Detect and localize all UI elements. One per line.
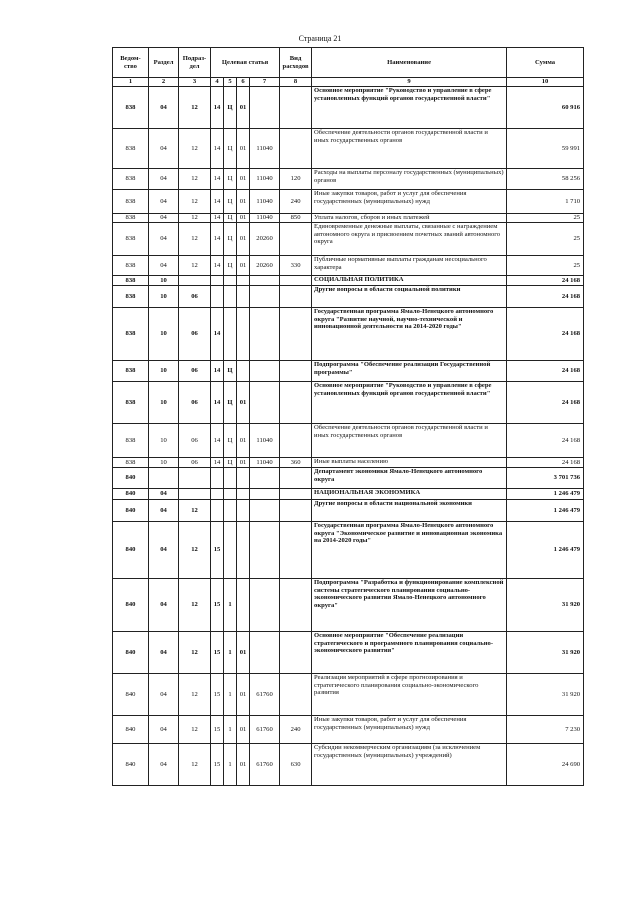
cell-summa: 31 920 [507, 579, 584, 632]
cell-program: 14 [211, 129, 224, 169]
cell-podrazdel: 12 [179, 169, 211, 190]
cell-naimenovanie: Расходы на выплаты персоналу государственных (муниципальных) органов [312, 169, 507, 190]
cell-activity [237, 500, 250, 522]
cell-activity: 01 [237, 129, 250, 169]
cell-vedomstvo: 838 [113, 286, 149, 308]
cell-activity [237, 522, 250, 579]
cell-podrazdel: 12 [179, 87, 211, 129]
cell-razdel: 10 [149, 458, 179, 468]
cell-activity: 01 [237, 214, 250, 223]
cell-direction: 11040 [250, 424, 280, 458]
cell-summa: 31 920 [507, 632, 584, 674]
cell-program: 14 [211, 190, 224, 214]
cell-vid-rashodov [280, 129, 312, 169]
cell-direction [250, 522, 280, 579]
cell-activity [237, 308, 250, 361]
table-row [113, 579, 584, 632]
cell-vid-rashodov: 630 [280, 744, 312, 786]
cell-vid-rashodov [280, 223, 312, 256]
table-row [113, 308, 584, 361]
column-number: 3 [179, 78, 211, 87]
cell-program: 14 [211, 256, 224, 276]
cell-activity: 01 [237, 674, 250, 716]
cell-vedomstvo: 840 [113, 632, 149, 674]
cell-activity: 01 [237, 169, 250, 190]
cell-vid-rashodov: 240 [280, 716, 312, 744]
cell-naimenovanie: Подпрограмма "Обеспечение реализации Государственной программы" [312, 361, 507, 382]
cell-vedomstvo: 838 [113, 276, 149, 286]
cell-program [211, 468, 224, 489]
cell-summa: 31 920 [507, 674, 584, 716]
cell-razdel: 10 [149, 382, 179, 424]
cell-vid-rashodov [280, 382, 312, 424]
cell-vid-rashodov [280, 632, 312, 674]
cell-podrazdel: 12 [179, 190, 211, 214]
cell-subprogram [224, 522, 237, 579]
cell-vedomstvo: 840 [113, 500, 149, 522]
cell-activity: 01 [237, 744, 250, 786]
table-row [113, 190, 584, 214]
cell-summa: 60 916 [507, 87, 584, 129]
cell-summa: 24 168 [507, 286, 584, 308]
cell-vedomstvo: 838 [113, 308, 149, 361]
column-number: 10 [507, 78, 584, 87]
cell-naimenovanie: Иные выплаты населению [312, 458, 507, 468]
cell-razdel: 04 [149, 522, 179, 579]
cell-direction [250, 579, 280, 632]
cell-program: 14 [211, 169, 224, 190]
cell-razdel: 04 [149, 87, 179, 129]
cell-summa: 25 [507, 223, 584, 256]
table-row [113, 129, 584, 169]
cell-subprogram: Ц [224, 214, 237, 223]
cell-direction: 11040 [250, 458, 280, 468]
cell-razdel: 04 [149, 223, 179, 256]
cell-direction: 11040 [250, 214, 280, 223]
cell-podrazdel: 12 [179, 579, 211, 632]
cell-summa: 24 168 [507, 361, 584, 382]
cell-razdel: 04 [149, 632, 179, 674]
cell-podrazdel: 06 [179, 458, 211, 468]
cell-vedomstvo: 840 [113, 674, 149, 716]
budget-table [112, 47, 584, 786]
cell-podrazdel: 06 [179, 361, 211, 382]
column-number: 8 [280, 78, 312, 87]
cell-summa: 24 168 [507, 424, 584, 458]
cell-vedomstvo: 838 [113, 87, 149, 129]
cell-subprogram: 1 [224, 744, 237, 786]
cell-subprogram: Ц [224, 256, 237, 276]
cell-direction: 20260 [250, 256, 280, 276]
cell-naimenovanie: Публичные нормативные выплаты гражданам несоциального характера [312, 256, 507, 276]
cell-summa: 24 168 [507, 458, 584, 468]
cell-razdel: 04 [149, 190, 179, 214]
cell-program [211, 276, 224, 286]
cell-naimenovanie: Основное мероприятие "Руководство и управление в сфере установленных функций органов государственной власти" [312, 87, 507, 129]
cell-summa: 25 [507, 214, 584, 223]
cell-razdel: 04 [149, 129, 179, 169]
cell-vid-rashodov: 330 [280, 256, 312, 276]
cell-razdel: 10 [149, 276, 179, 286]
cell-activity [237, 579, 250, 632]
header-podrazdel: Подраз-дел [179, 48, 211, 78]
header-celevaya-statya: Целевая статья [211, 48, 280, 78]
table-row [113, 276, 584, 286]
column-number: 1 [113, 78, 149, 87]
cell-vid-rashodov [280, 276, 312, 286]
header-summa: Сумма [507, 48, 584, 78]
table-row [113, 458, 584, 468]
cell-program: 15 [211, 716, 224, 744]
cell-summa: 1 710 [507, 190, 584, 214]
cell-vid-rashodov [280, 361, 312, 382]
cell-direction [250, 361, 280, 382]
cell-razdel: 04 [149, 489, 179, 500]
cell-direction: 61760 [250, 744, 280, 786]
cell-activity [237, 468, 250, 489]
cell-podrazdel: 12 [179, 674, 211, 716]
cell-podrazdel: 06 [179, 382, 211, 424]
cell-summa: 24 168 [507, 308, 584, 361]
cell-direction [250, 382, 280, 424]
cell-direction: 61760 [250, 674, 280, 716]
cell-summa: 25 [507, 256, 584, 276]
cell-subprogram: Ц [224, 87, 237, 129]
cell-podrazdel: 12 [179, 632, 211, 674]
cell-podrazdel: 12 [179, 256, 211, 276]
cell-naimenovanie: Иные закупки товаров, работ и услуг для обеспечения государственных (муниципальных) нужд [312, 190, 507, 214]
cell-razdel: 04 [149, 214, 179, 223]
cell-direction: 20260 [250, 223, 280, 256]
cell-subprogram: Ц [224, 190, 237, 214]
cell-podrazdel: 06 [179, 424, 211, 458]
cell-naimenovanie: Подпрограмма "Разработка и функционирование комплексной системы стратегического планирования социально-экономического развития Ямало-Ненецкого автономного округа" [312, 579, 507, 632]
cell-vedomstvo: 840 [113, 522, 149, 579]
cell-activity [237, 276, 250, 286]
cell-razdel: 04 [149, 716, 179, 744]
cell-subprogram: Ц [224, 223, 237, 256]
table-row [113, 674, 584, 716]
column-number: 5 [224, 78, 237, 87]
header-vid-rashodov: Вид расходов [280, 48, 312, 78]
cell-podrazdel: 12 [179, 214, 211, 223]
cell-subprogram: 1 [224, 579, 237, 632]
cell-vedomstvo: 838 [113, 129, 149, 169]
cell-subprogram [224, 500, 237, 522]
cell-razdel: 10 [149, 286, 179, 308]
cell-summa: 59 991 [507, 129, 584, 169]
column-number-row [113, 78, 584, 87]
table-row [113, 744, 584, 786]
cell-naimenovanie: Обеспечение деятельности органов государственной власти и иных государственных органов [312, 424, 507, 458]
table-row [113, 169, 584, 190]
column-number: 4 [211, 78, 224, 87]
cell-summa: 7 230 [507, 716, 584, 744]
cell-vid-rashodov [280, 87, 312, 129]
table-row [113, 632, 584, 674]
cell-activity [237, 361, 250, 382]
cell-direction [250, 276, 280, 286]
cell-naimenovanie: Реализация мероприятий в сфере прогнозирования и стратегического планирования социально-экономического развития [312, 674, 507, 716]
cell-naimenovanie: Уплата налогов, сборов и иных платежей [312, 214, 507, 223]
cell-podrazdel: 12 [179, 744, 211, 786]
cell-vedomstvo: 840 [113, 579, 149, 632]
cell-subprogram [224, 286, 237, 308]
cell-podrazdel: 06 [179, 308, 211, 361]
cell-vedomstvo: 838 [113, 214, 149, 223]
cell-activity: 01 [237, 190, 250, 214]
cell-vedomstvo: 838 [113, 223, 149, 256]
cell-subprogram: Ц [224, 169, 237, 190]
cell-activity: 01 [237, 223, 250, 256]
table-row [113, 87, 584, 129]
cell-subprogram: Ц [224, 361, 237, 382]
cell-podrazdel [179, 489, 211, 500]
column-number: 6 [237, 78, 250, 87]
cell-activity [237, 489, 250, 500]
cell-program: 15 [211, 744, 224, 786]
cell-direction [250, 489, 280, 500]
cell-vid-rashodov: 360 [280, 458, 312, 468]
cell-naimenovanie: Государственная программа Ямало-Ненецкого автономного округа "Экономическое развитие и инновационная экономика на 2014-2020 годы" [312, 522, 507, 579]
cell-direction: 11040 [250, 169, 280, 190]
table-row [113, 214, 584, 223]
cell-subprogram: 1 [224, 716, 237, 744]
cell-naimenovanie: Основное мероприятие "Руководство и управление в сфере установленных функций органов государственной власти" [312, 382, 507, 424]
cell-naimenovanie: Иные закупки товаров, работ и услуг для обеспечения государственных (муниципальных) нужд [312, 716, 507, 744]
cell-vid-rashodov [280, 489, 312, 500]
cell-subprogram [224, 276, 237, 286]
cell-direction: 61760 [250, 716, 280, 744]
header-vedomstvo: Ведом-ство [113, 48, 149, 78]
cell-activity: 01 [237, 716, 250, 744]
cell-podrazdel: 12 [179, 129, 211, 169]
cell-razdel: 04 [149, 744, 179, 786]
cell-direction: 11040 [250, 190, 280, 214]
cell-summa: 24 690 [507, 744, 584, 786]
cell-direction [250, 468, 280, 489]
cell-subprogram [224, 308, 237, 361]
cell-summa: 3 701 736 [507, 468, 584, 489]
cell-naimenovanie: Государственная программа Ямало-Ненецкого автономного округа "Развитие научной, научно-технической и инновационной деятельности на 2014-2020 годы" [312, 308, 507, 361]
cell-vedomstvo: 840 [113, 468, 149, 489]
cell-vedomstvo: 838 [113, 256, 149, 276]
cell-activity: 01 [237, 632, 250, 674]
cell-vedomstvo: 840 [113, 489, 149, 500]
cell-vid-rashodov [280, 286, 312, 308]
cell-vedomstvo: 838 [113, 424, 149, 458]
cell-program: 15 [211, 579, 224, 632]
cell-vedomstvo: 838 [113, 458, 149, 468]
column-number: 2 [149, 78, 179, 87]
cell-razdel: 04 [149, 674, 179, 716]
cell-program: 14 [211, 214, 224, 223]
cell-program: 14 [211, 361, 224, 382]
cell-subprogram [224, 468, 237, 489]
cell-vid-rashodov [280, 500, 312, 522]
cell-subprogram: Ц [224, 458, 237, 468]
table-row [113, 424, 584, 458]
cell-vid-rashodov: 850 [280, 214, 312, 223]
cell-vid-rashodov [280, 308, 312, 361]
cell-naimenovanie: СОЦИАЛЬНАЯ ПОЛИТИКА [312, 276, 507, 286]
header-razdel: Раздел [149, 48, 179, 78]
cell-razdel: 10 [149, 424, 179, 458]
cell-podrazdel: 12 [179, 716, 211, 744]
cell-naimenovanie: НАЦИОНАЛЬНАЯ ЭКОНОМИКА [312, 489, 507, 500]
cell-naimenovanie: Единовременные денежные выплаты, связанные с награждением автономного округа и присвоением почетных званий автономного округа [312, 223, 507, 256]
column-number: 9 [312, 78, 507, 87]
cell-program: 14 [211, 382, 224, 424]
cell-direction [250, 500, 280, 522]
cell-program [211, 500, 224, 522]
cell-direction [250, 87, 280, 129]
cell-podrazdel: 12 [179, 223, 211, 256]
cell-podrazdel: 06 [179, 286, 211, 308]
cell-summa: 24 168 [507, 276, 584, 286]
cell-summa: 1 246 479 [507, 500, 584, 522]
cell-vid-rashodov [280, 424, 312, 458]
cell-razdel: 04 [149, 169, 179, 190]
cell-activity [237, 286, 250, 308]
cell-program: 14 [211, 87, 224, 129]
cell-summa: 24 168 [507, 382, 584, 424]
column-number: 7 [250, 78, 280, 87]
table-row [113, 522, 584, 579]
table-row [113, 468, 584, 489]
cell-vid-rashodov [280, 522, 312, 579]
cell-summa: 1 246 479 [507, 522, 584, 579]
cell-activity: 01 [237, 458, 250, 468]
cell-naimenovanie: Департамент экономики Ямало-Ненецкого автономного округа [312, 468, 507, 489]
cell-vid-rashodov [280, 579, 312, 632]
cell-direction [250, 286, 280, 308]
table-row [113, 489, 584, 500]
cell-subprogram [224, 489, 237, 500]
table-row [113, 361, 584, 382]
cell-naimenovanie: Обеспечение деятельности органов государственной власти и иных государственных органов [312, 129, 507, 169]
cell-vid-rashodov [280, 468, 312, 489]
cell-subprogram: Ц [224, 129, 237, 169]
cell-podrazdel [179, 468, 211, 489]
cell-program [211, 489, 224, 500]
cell-podrazdel: 12 [179, 500, 211, 522]
cell-vedomstvo: 838 [113, 169, 149, 190]
table-row [113, 286, 584, 308]
cell-razdel: 10 [149, 361, 179, 382]
cell-podrazdel: 12 [179, 522, 211, 579]
cell-vedomstvo: 838 [113, 382, 149, 424]
cell-activity: 01 [237, 382, 250, 424]
cell-program: 15 [211, 632, 224, 674]
cell-razdel: 04 [149, 500, 179, 522]
cell-naimenovanie: Другие вопросы в области национальной экономики [312, 500, 507, 522]
cell-direction: 11040 [250, 129, 280, 169]
table-row [113, 382, 584, 424]
cell-podrazdel [179, 276, 211, 286]
cell-direction [250, 308, 280, 361]
cell-program [211, 286, 224, 308]
cell-activity: 01 [237, 424, 250, 458]
cell-vid-rashodov: 120 [280, 169, 312, 190]
cell-program: 15 [211, 674, 224, 716]
table-row [113, 256, 584, 276]
cell-subprogram: Ц [224, 382, 237, 424]
cell-razdel: 10 [149, 308, 179, 361]
cell-naimenovanie: Основное мероприятие "Обеспечение реализации стратегического и программного планирования социально-экономического развития" [312, 632, 507, 674]
cell-vedomstvo: 838 [113, 361, 149, 382]
cell-program: 14 [211, 308, 224, 361]
header-naimenovanie: Наименование [312, 48, 507, 78]
cell-activity: 01 [237, 256, 250, 276]
table-row [113, 716, 584, 744]
cell-razdel: 04 [149, 256, 179, 276]
cell-razdel: 04 [149, 579, 179, 632]
cell-subprogram: Ц [224, 424, 237, 458]
page-label: Страница 21 [298, 34, 342, 43]
cell-vid-rashodov: 240 [280, 190, 312, 214]
cell-direction [250, 632, 280, 674]
cell-summa: 58 256 [507, 169, 584, 190]
cell-subprogram: 1 [224, 674, 237, 716]
cell-vid-rashodov [280, 674, 312, 716]
cell-razdel [149, 468, 179, 489]
table-row [113, 223, 584, 256]
table-row [113, 500, 584, 522]
cell-program: 14 [211, 458, 224, 468]
cell-activity: 01 [237, 87, 250, 129]
cell-naimenovanie: Другие вопросы в области социальной политики [312, 286, 507, 308]
cell-subprogram: 1 [224, 632, 237, 674]
cell-program: 14 [211, 424, 224, 458]
cell-program: 15 [211, 522, 224, 579]
cell-vedomstvo: 840 [113, 716, 149, 744]
cell-vedomstvo: 840 [113, 744, 149, 786]
cell-program: 14 [211, 223, 224, 256]
cell-summa: 1 246 479 [507, 489, 584, 500]
cell-vedomstvo: 838 [113, 190, 149, 214]
cell-naimenovanie: Субсидии некоммерческим организациям (за исключением государственных (муниципальных) учреждений) [312, 744, 507, 786]
